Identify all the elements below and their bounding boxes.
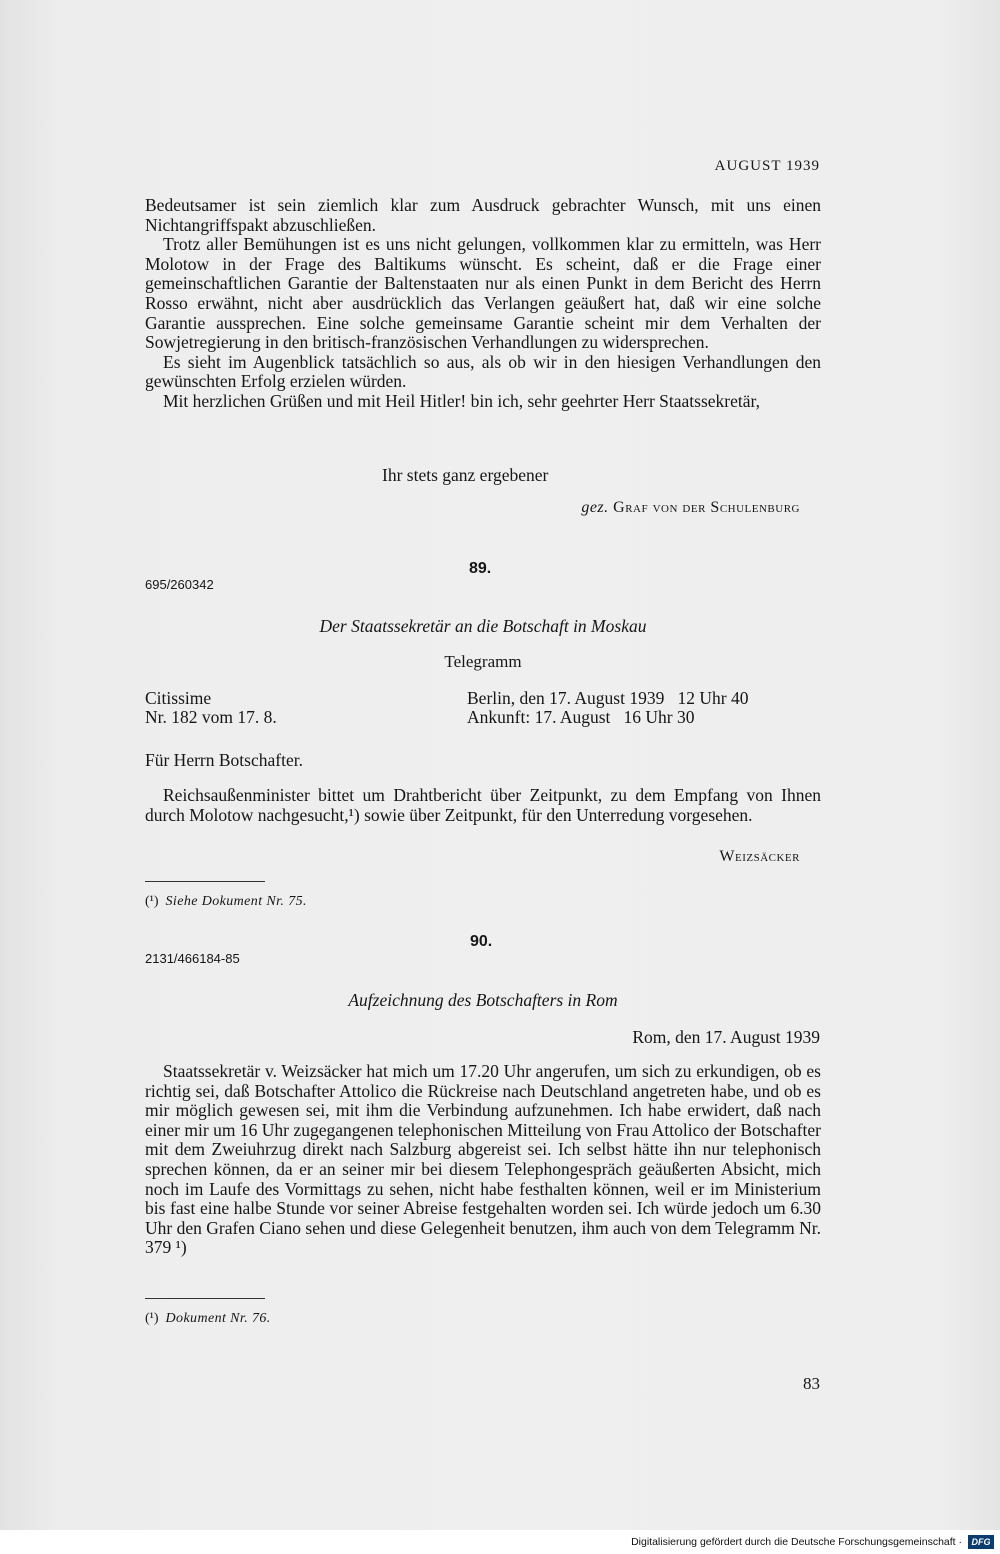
- telegram-paragraph: Reichsaußenminister bittet um Drahtbericht über Zeitpunkt, zu dem Empfang von Ihnen durch Molotow nachgesucht,¹) sowie über Zeitpunkt, für den Unterredung vorgesehen.: [145, 785, 821, 825]
- signature-prefix: gez.: [581, 499, 609, 516]
- letter-body: [145, 196, 821, 412]
- document-title: Der Staatssekretär an die Botschaft in Moskau: [319, 616, 647, 636]
- document-title: Aufzeichnung des Botschafters in Rom: [348, 990, 618, 1010]
- footnote-mark: (¹): [145, 1311, 159, 1326]
- letter-paragraph: Mit herzlichen Grüßen und mit Heil Hitler! bin ich, sehr geehrter Herr Staatssekretär,: [163, 390, 761, 411]
- telegram-body: [145, 786, 821, 825]
- place-date: [632, 1027, 820, 1048]
- letter-signature: [581, 499, 800, 517]
- telegram-number: Nr. 182 vom 17. 8.: [145, 707, 277, 727]
- salutation: Für Herrn Botschafter.: [145, 750, 303, 770]
- digitization-credit-bar: [0, 1530, 1000, 1554]
- footnote: [145, 894, 307, 910]
- footnote-text: Siehe Dokument Nr. 75.: [165, 894, 307, 909]
- footnote: [145, 1311, 271, 1327]
- dispatch-line: Berlin, den 17. August 1939 12 Uhr 40: [467, 688, 749, 708]
- telegram-signature: Weizsäcker: [719, 848, 800, 865]
- file-reference: 695/260342: [145, 577, 214, 592]
- arrival-line: Ankunft: 17. August 16 Uhr 30: [467, 707, 695, 727]
- footnote-rule: [145, 1298, 265, 1299]
- footnote-mark: (¹): [145, 894, 159, 909]
- memo-paragraph: Staatssekretär v. Weizsäcker hat mich um 17.20 Uhr angerufen, um sich zu erkundigen, ob es richtig sei, daß Botschafter Attolico die Rückreise nach Deutschland angetreten habe, und ob es mir möglich gewesen sei, mit ihm die Verbindung aufzunehmen. Ich habe erwidert, daß nach einer mir um 16 Uhr zugegangenen telephonischen Mitteilung von Frau Attolico der Botschafter mit dem Zweiuhrzug direkt nach Salzburg abgereist sei. Ich selbst hätte ihn nur telephonisch sprechen können, da er an seiner mir bei diesem Telephongespräch geäußerten Absicht, mich noch im Laufe des Vormittags zu sehen, nicht habe festhalten können, weil er im Ministerium bis fast eine halbe Stunde vor seiner Abreise festgehalten worden sei. Ich würde jedoch um 6.30 Uhr den Grafen Ciano sehen und diese Gelegenheit benutzen, ihm auch von dem Telegramm Nr. 379 ¹): [145, 1061, 821, 1258]
- signature-name: Graf von der Schulenburg: [613, 499, 800, 516]
- footnote-rule: [145, 881, 265, 882]
- letter-paragraph: Es sieht im Augenblick tatsächlich so aus, als ob wir in den hiesigen Verhandlungen den gewünschten Erfolg erzielen würden.: [145, 351, 821, 392]
- file-reference: 2131/466184-85: [145, 951, 240, 966]
- letter-paragraph: Trotz aller Bemühungen ist es uns nicht gelungen, vollkommen klar zu ermitteln, was Herr Molotow in der Frage des Baltikums wünscht. Es scheint, daß er die Frage einer gemeinschaftlichen Garantie der Baltenstaaten nur als einen Punkt in dem Bericht des Herrn Rosso erwähnt, nicht aber ausdrücklich das Verlangen geäußert hat, daß wir eine solche Garantie aussprechen. Eine solche gemeinsame Garantie scheint mir dem Verhalten der Sowjetregierung in den britisch-französischen Verhandlungen zu widersprechen.: [145, 234, 821, 353]
- letter-closing: Ihr stets ganz ergebener: [382, 465, 549, 485]
- memo-body: [145, 1062, 821, 1258]
- place-date-text: Rom, den 17. August 1939: [632, 1027, 820, 1047]
- telegram-meta-right: [467, 689, 748, 727]
- document-subtitle: Telegramm: [444, 652, 522, 671]
- dfg-logo[interactable]: DFG: [968, 1535, 994, 1549]
- footnote-text: Dokument Nr. 76.: [165, 1311, 271, 1326]
- telegram-meta-left: [145, 689, 277, 727]
- digitization-credit: Digitalisierung gefördert durch die Deutsche Forschungsgemeinschaft ·: [631, 1536, 962, 1548]
- running-head: AUGUST 1939: [714, 158, 820, 174]
- priority: Citissime: [145, 688, 212, 708]
- letter-paragraph: Bedeutsamer ist sein ziemlich klar zum Ausdruck gebrachter Wunsch, mit uns einen Nichtangriffspakt abzuschließen.: [145, 195, 821, 235]
- page-number: 83: [803, 1374, 820, 1393]
- document-number: 90.: [470, 933, 493, 950]
- document-number: 89.: [469, 560, 492, 577]
